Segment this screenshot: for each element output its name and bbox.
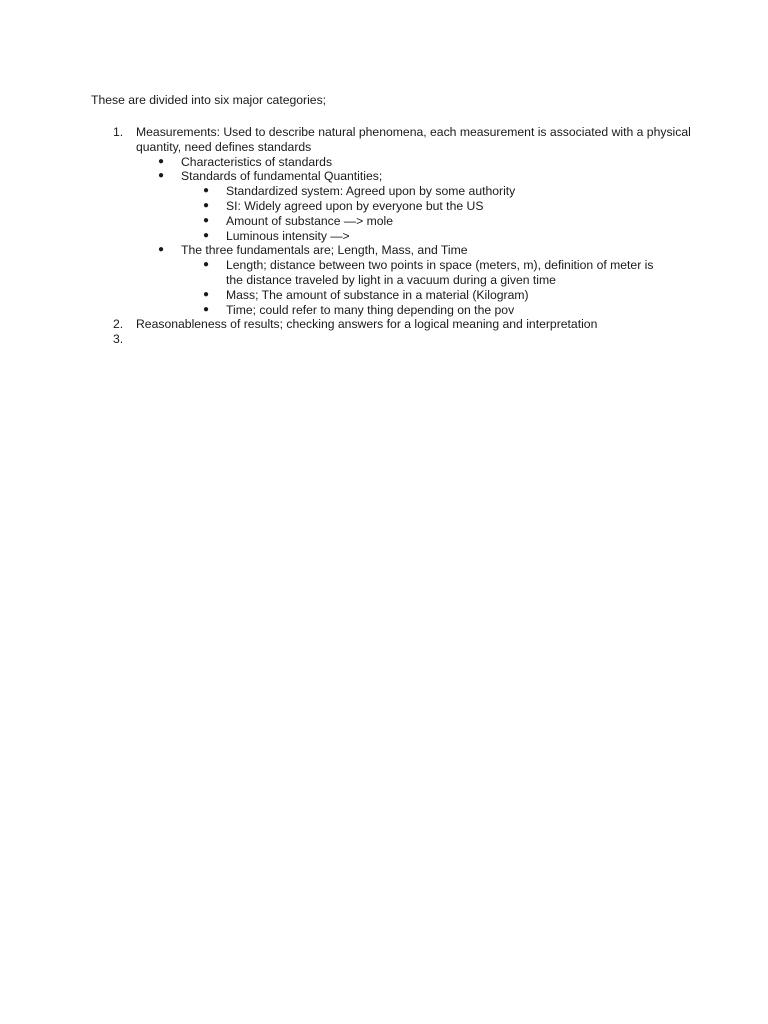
bullet-icon: ● xyxy=(158,244,165,256)
bullet-item xyxy=(91,169,691,184)
bullet-icon: ● xyxy=(158,155,165,167)
list-number: 1. xyxy=(113,125,124,139)
list-item-reasonableness xyxy=(91,317,691,332)
list-item-text xyxy=(136,332,139,346)
bullet-icon: ● xyxy=(203,288,210,300)
list-item-empty xyxy=(91,332,691,347)
bullet-text: Standards of fundamental Quantities; xyxy=(181,169,383,184)
intro-paragraph: These are divided into six major categories; xyxy=(91,93,327,107)
bullet-item xyxy=(91,243,691,258)
bullet-text: Luminous intensity —> xyxy=(226,228,350,243)
bullet-icon: ● xyxy=(203,199,210,211)
sub-bullet-item xyxy=(91,288,666,303)
bullet-text: SI: Widely agreed upon by everyone but the US xyxy=(226,198,484,213)
list-item-text: Measurements: Used to describe natural phenomena, each measurement is associated with a physical quantity, need defines standards xyxy=(136,125,691,154)
sub-bullet-item xyxy=(91,199,666,214)
sub-bullet-item xyxy=(91,303,666,318)
list-item-measurements xyxy=(91,125,691,155)
bullet-text: Mass; The amount of substance in a material (Kilogram) xyxy=(226,287,529,302)
bullet-icon: ● xyxy=(158,170,165,182)
sub-bullet-item xyxy=(91,229,666,244)
bullet-text: Time; could refer to many thing depending on the pov xyxy=(226,302,515,317)
bullet-text: Characteristics of standards xyxy=(181,154,333,169)
bullet-text: Standardized system: Agreed upon by some authority xyxy=(226,184,516,199)
bullet-text: The three fundamentals are; Length, Mass, and Time xyxy=(181,243,468,258)
sub-bullet-item xyxy=(91,258,666,288)
sub-bullet-item xyxy=(91,184,666,199)
bullet-item xyxy=(91,155,691,170)
list-item-text: Reasonableness of results; checking answers for a logical meaning and interpretation xyxy=(136,317,598,332)
bullet-icon: ● xyxy=(203,303,210,315)
bullet-text: Amount of substance —> mole xyxy=(226,213,393,228)
bullet-icon: ● xyxy=(203,229,210,241)
list-number: 3. xyxy=(113,332,124,347)
bullet-icon: ● xyxy=(203,185,210,197)
category-list xyxy=(91,125,691,347)
bullet-text: Length; distance between two points in space (meters, m), definition of meter is the distance traveled by light in a vacuum during a given time xyxy=(226,258,654,287)
bullet-icon: ● xyxy=(203,214,210,226)
bullet-icon: ● xyxy=(203,259,210,271)
list-number: 2. xyxy=(113,317,124,332)
sub-bullet-item xyxy=(91,214,666,229)
